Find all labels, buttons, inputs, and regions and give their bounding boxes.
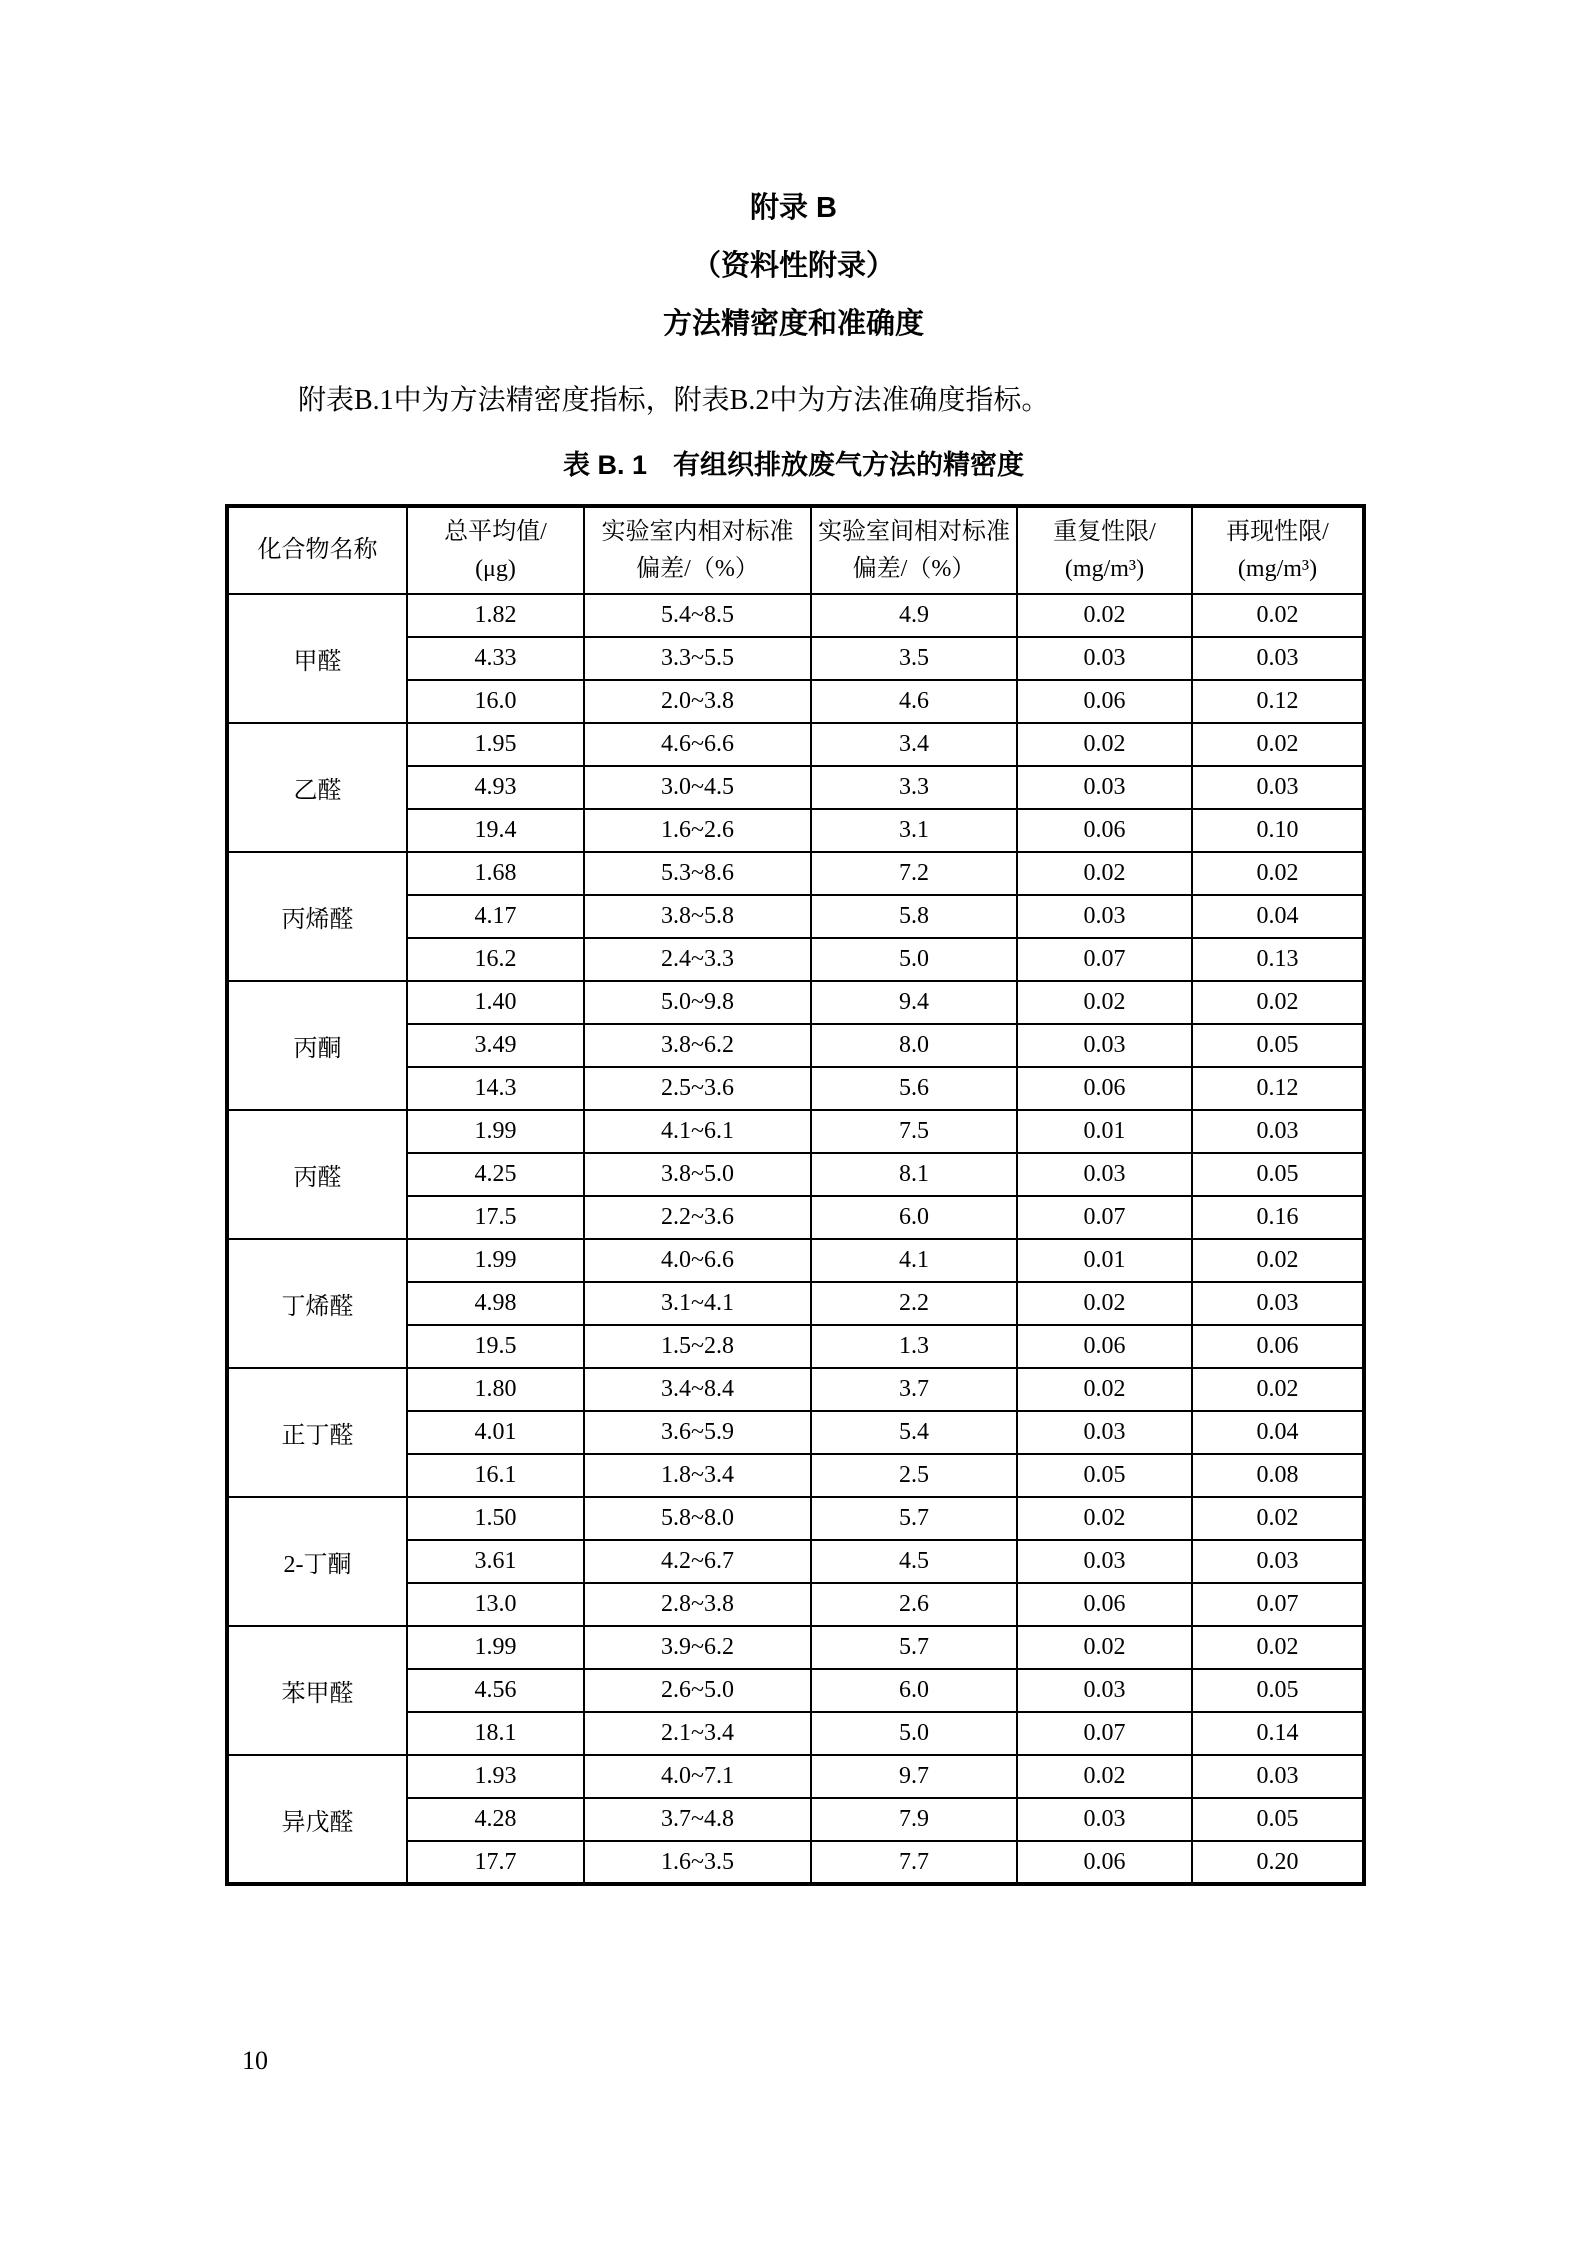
compound-name-cell: 甲醛 [227, 594, 407, 723]
value-cell: 0.06 [1017, 1841, 1192, 1884]
value-cell: 0.02 [1192, 852, 1364, 895]
value-cell: 17.7 [407, 1841, 584, 1884]
compound-name-cell: 2-丁酮 [227, 1497, 407, 1626]
value-cell: 4.56 [407, 1669, 584, 1712]
value-cell: 2.6 [811, 1583, 1017, 1626]
page-number: 10 [242, 2046, 268, 2075]
value-cell: 1.6~2.6 [584, 809, 811, 852]
value-cell: 1.95 [407, 723, 584, 766]
value-cell: 0.02 [1017, 1626, 1192, 1669]
compound-name-cell: 丙醛 [227, 1110, 407, 1239]
column-header-mean-line2: (μg) [475, 555, 516, 582]
value-cell: 8.0 [811, 1024, 1017, 1067]
intro-paragraph: 附表B.1中为方法精密度指标，附表B.2中为方法准确度指标。 [298, 385, 1050, 416]
value-cell: 7.9 [811, 1798, 1017, 1841]
value-cell: 0.03 [1017, 1669, 1192, 1712]
value-cell: 3.5 [811, 637, 1017, 680]
value-cell: 5.0~9.8 [584, 981, 811, 1024]
value-cell: 0.03 [1192, 637, 1364, 680]
value-cell: 3.8~6.2 [584, 1024, 811, 1067]
table-row [227, 1239, 1364, 1282]
table-row [227, 1368, 1364, 1411]
value-cell: 16.1 [407, 1454, 584, 1497]
value-cell: 2.5~3.6 [584, 1067, 811, 1110]
value-cell: 1.93 [407, 1755, 584, 1798]
value-cell: 0.05 [1192, 1153, 1364, 1196]
value-cell: 1.5~2.8 [584, 1325, 811, 1368]
value-cell: 19.4 [407, 809, 584, 852]
value-cell: 4.0~7.1 [584, 1755, 811, 1798]
value-cell: 0.03 [1192, 1540, 1364, 1583]
value-cell: 1.3 [811, 1325, 1017, 1368]
value-cell: 0.16 [1192, 1196, 1364, 1239]
value-cell: 0.12 [1192, 680, 1364, 723]
compound-name-cell: 丁烯醛 [227, 1239, 407, 1368]
value-cell: 4.9 [811, 594, 1017, 637]
value-cell: 1.40 [407, 981, 584, 1024]
value-cell: 0.13 [1192, 938, 1364, 981]
value-cell: 0.02 [1192, 1368, 1364, 1411]
column-header-compound-line1: 化合物名称 [257, 537, 378, 563]
value-cell: 9.4 [811, 981, 1017, 1024]
value-cell: 0.02 [1017, 723, 1192, 766]
column-header-reproducibility-limit-line2: (mg/m³) [1237, 555, 1318, 582]
value-cell: 9.7 [811, 1755, 1017, 1798]
value-cell: 8.1 [811, 1153, 1017, 1196]
value-cell: 0.04 [1192, 895, 1364, 938]
value-cell: 0.03 [1192, 1282, 1364, 1325]
value-cell: 0.02 [1192, 1497, 1364, 1540]
value-cell: 4.25 [407, 1153, 584, 1196]
value-cell: 1.6~3.5 [584, 1841, 811, 1884]
compound-name-cell: 苯甲醛 [227, 1626, 407, 1755]
value-cell: 0.08 [1192, 1454, 1364, 1497]
value-cell: 3.0~4.5 [584, 766, 811, 809]
compound-name-cell: 异戊醛 [227, 1755, 407, 1884]
value-cell: 5.0 [811, 1712, 1017, 1755]
value-cell: 0.02 [1192, 981, 1364, 1024]
value-cell: 5.7 [811, 1497, 1017, 1540]
value-cell: 3.49 [407, 1024, 584, 1067]
column-header-inter-lab-rsd [811, 506, 1017, 594]
column-header-intra-lab-rsd [584, 506, 811, 594]
value-cell: 3.3 [811, 766, 1017, 809]
value-cell: 0.02 [1017, 594, 1192, 637]
value-cell: 2.1~3.4 [584, 1712, 811, 1755]
value-cell: 4.6~6.6 [584, 723, 811, 766]
value-cell: 7.7 [811, 1841, 1017, 1884]
value-cell: 5.7 [811, 1626, 1017, 1669]
value-cell: 2.5 [811, 1454, 1017, 1497]
value-cell: 0.06 [1017, 1067, 1192, 1110]
precision-table [225, 504, 1366, 1886]
column-header-reproducibility-limit [1192, 506, 1364, 594]
appendix-title: 附录 B [749, 192, 837, 224]
precision-table-body [227, 594, 1364, 1884]
value-cell: 2.2~3.6 [584, 1196, 811, 1239]
value-cell: 0.01 [1017, 1110, 1192, 1153]
value-cell: 2.0~3.8 [584, 680, 811, 723]
value-cell: 0.02 [1192, 1626, 1364, 1669]
table-row [227, 723, 1364, 766]
value-cell: 3.1~4.1 [584, 1282, 811, 1325]
value-cell: 2.4~3.3 [584, 938, 811, 981]
value-cell: 4.93 [407, 766, 584, 809]
value-cell: 5.8~8.0 [584, 1497, 811, 1540]
value-cell: 0.03 [1017, 895, 1192, 938]
value-cell: 0.04 [1192, 1411, 1364, 1454]
value-cell: 5.0 [811, 938, 1017, 981]
column-header-intra-lab-rsd-line2: 偏差/（%） [636, 555, 759, 582]
value-cell: 0.01 [1017, 1239, 1192, 1282]
table-row [227, 852, 1364, 895]
value-cell: 4.5 [811, 1540, 1017, 1583]
value-cell: 2.8~3.8 [584, 1583, 811, 1626]
column-header-mean [407, 506, 584, 594]
value-cell: 7.2 [811, 852, 1017, 895]
value-cell: 0.03 [1017, 637, 1192, 680]
value-cell: 0.03 [1192, 1110, 1364, 1153]
value-cell: 16.2 [407, 938, 584, 981]
value-cell: 4.98 [407, 1282, 584, 1325]
value-cell: 17.5 [407, 1196, 584, 1239]
value-cell: 3.61 [407, 1540, 584, 1583]
table-row [227, 1110, 1364, 1153]
value-cell: 0.05 [1192, 1669, 1364, 1712]
value-cell: 0.07 [1017, 938, 1192, 981]
value-cell: 0.06 [1192, 1325, 1364, 1368]
value-cell: 1.99 [407, 1626, 584, 1669]
value-cell: 0.14 [1192, 1712, 1364, 1755]
value-cell: 0.03 [1017, 1153, 1192, 1196]
table-caption-text: 有组织排放废气方法的精密度 [673, 450, 1025, 480]
value-cell: 0.07 [1017, 1196, 1192, 1239]
value-cell: 0.03 [1017, 1798, 1192, 1841]
value-cell: 1.8~3.4 [584, 1454, 811, 1497]
value-cell: 0.03 [1017, 1540, 1192, 1583]
column-header-repeatability-limit-line1: 重复性限/ [1053, 518, 1156, 545]
value-cell: 3.9~6.2 [584, 1626, 811, 1669]
value-cell: 0.06 [1017, 1583, 1192, 1626]
value-cell: 5.8 [811, 895, 1017, 938]
value-cell: 3.8~5.0 [584, 1153, 811, 1196]
compound-name-cell: 正丁醛 [227, 1368, 407, 1497]
value-cell: 3.7~4.8 [584, 1798, 811, 1841]
value-cell: 4.2~6.7 [584, 1540, 811, 1583]
value-cell: 3.3~5.5 [584, 637, 811, 680]
value-cell: 0.06 [1017, 809, 1192, 852]
value-cell: 4.0~6.6 [584, 1239, 811, 1282]
column-header-inter-lab-rsd-line2: 偏差/（%） [852, 555, 976, 582]
value-cell: 0.02 [1192, 1239, 1364, 1282]
column-header-repeatability-limit [1017, 506, 1192, 594]
value-cell: 0.03 [1192, 766, 1364, 809]
column-header-mean-line1: 总平均值/ [444, 518, 547, 545]
column-header-compound [227, 506, 407, 594]
value-cell: 0.02 [1017, 981, 1192, 1024]
value-cell: 18.1 [407, 1712, 584, 1755]
table-caption-label: 表 B. 1 [562, 450, 648, 480]
value-cell: 14.3 [407, 1067, 584, 1110]
column-header-reproducibility-limit-line1: 再现性限/ [1226, 518, 1329, 545]
value-cell: 0.02 [1017, 1755, 1192, 1798]
value-cell: 0.05 [1017, 1454, 1192, 1497]
value-cell: 1.82 [407, 594, 584, 637]
value-cell: 0.02 [1192, 594, 1364, 637]
value-cell: 0.07 [1017, 1712, 1192, 1755]
value-cell: 0.03 [1017, 766, 1192, 809]
table-header-row [227, 506, 1364, 594]
table-row [227, 1755, 1364, 1798]
value-cell: 0.06 [1017, 680, 1192, 723]
value-cell: 16.0 [407, 680, 584, 723]
value-cell: 0.03 [1017, 1411, 1192, 1454]
value-cell: 13.0 [407, 1583, 584, 1626]
value-cell: 3.8~5.8 [584, 895, 811, 938]
value-cell: 2.2 [811, 1282, 1017, 1325]
table-row [227, 981, 1364, 1024]
value-cell: 0.05 [1192, 1024, 1364, 1067]
value-cell: 3.4~8.4 [584, 1368, 811, 1411]
compound-name-cell: 丙酮 [227, 981, 407, 1110]
value-cell: 3.7 [811, 1368, 1017, 1411]
value-cell: 3.6~5.9 [584, 1411, 811, 1454]
value-cell: 0.03 [1017, 1024, 1192, 1067]
value-cell: 4.28 [407, 1798, 584, 1841]
value-cell: 5.6 [811, 1067, 1017, 1110]
value-cell: 0.03 [1192, 1755, 1364, 1798]
value-cell: 5.3~8.6 [584, 852, 811, 895]
table-header [227, 506, 1364, 594]
value-cell: 4.6 [811, 680, 1017, 723]
appendix-heading: 方法精密度和准确度 [662, 308, 924, 340]
value-cell: 6.0 [811, 1669, 1017, 1712]
column-header-repeatability-limit-line2: (mg/m³) [1064, 555, 1145, 582]
value-cell: 0.02 [1192, 723, 1364, 766]
value-cell: 0.02 [1017, 852, 1192, 895]
value-cell: 1.99 [407, 1110, 584, 1153]
table-row [227, 1626, 1364, 1669]
value-cell: 3.4 [811, 723, 1017, 766]
value-cell: 0.05 [1192, 1798, 1364, 1841]
value-cell: 5.4 [811, 1411, 1017, 1454]
value-cell: 4.1~6.1 [584, 1110, 811, 1153]
value-cell: 4.17 [407, 895, 584, 938]
value-cell: 0.06 [1017, 1325, 1192, 1368]
value-cell: 19.5 [407, 1325, 584, 1368]
value-cell: 4.1 [811, 1239, 1017, 1282]
value-cell: 0.07 [1192, 1583, 1364, 1626]
value-cell: 0.20 [1192, 1841, 1364, 1884]
value-cell: 4.01 [407, 1411, 584, 1454]
value-cell: 1.68 [407, 852, 584, 895]
value-cell: 1.50 [407, 1497, 584, 1540]
value-cell: 2.6~5.0 [584, 1669, 811, 1712]
value-cell: 6.0 [811, 1196, 1017, 1239]
appendix-subtitle: （资料性附录） [691, 250, 895, 282]
table-row [227, 594, 1364, 637]
value-cell: 0.02 [1017, 1497, 1192, 1540]
compound-name-cell: 乙醛 [227, 723, 407, 852]
compound-name-cell: 丙烯醛 [227, 852, 407, 981]
column-header-intra-lab-rsd-line1: 实验室内相对标准 [601, 518, 794, 545]
table-caption [0, 448, 1587, 482]
value-cell: 3.1 [811, 809, 1017, 852]
column-header-inter-lab-rsd-line1: 实验室间相对标准 [818, 518, 1010, 545]
value-cell: 0.02 [1017, 1368, 1192, 1411]
value-cell: 4.33 [407, 637, 584, 680]
value-cell: 0.02 [1017, 1282, 1192, 1325]
table-row [227, 1497, 1364, 1540]
value-cell: 0.10 [1192, 809, 1364, 852]
value-cell: 5.4~8.5 [584, 594, 811, 637]
value-cell: 1.80 [407, 1368, 584, 1411]
value-cell: 7.5 [811, 1110, 1017, 1153]
value-cell: 0.12 [1192, 1067, 1364, 1110]
value-cell: 1.99 [407, 1239, 584, 1282]
